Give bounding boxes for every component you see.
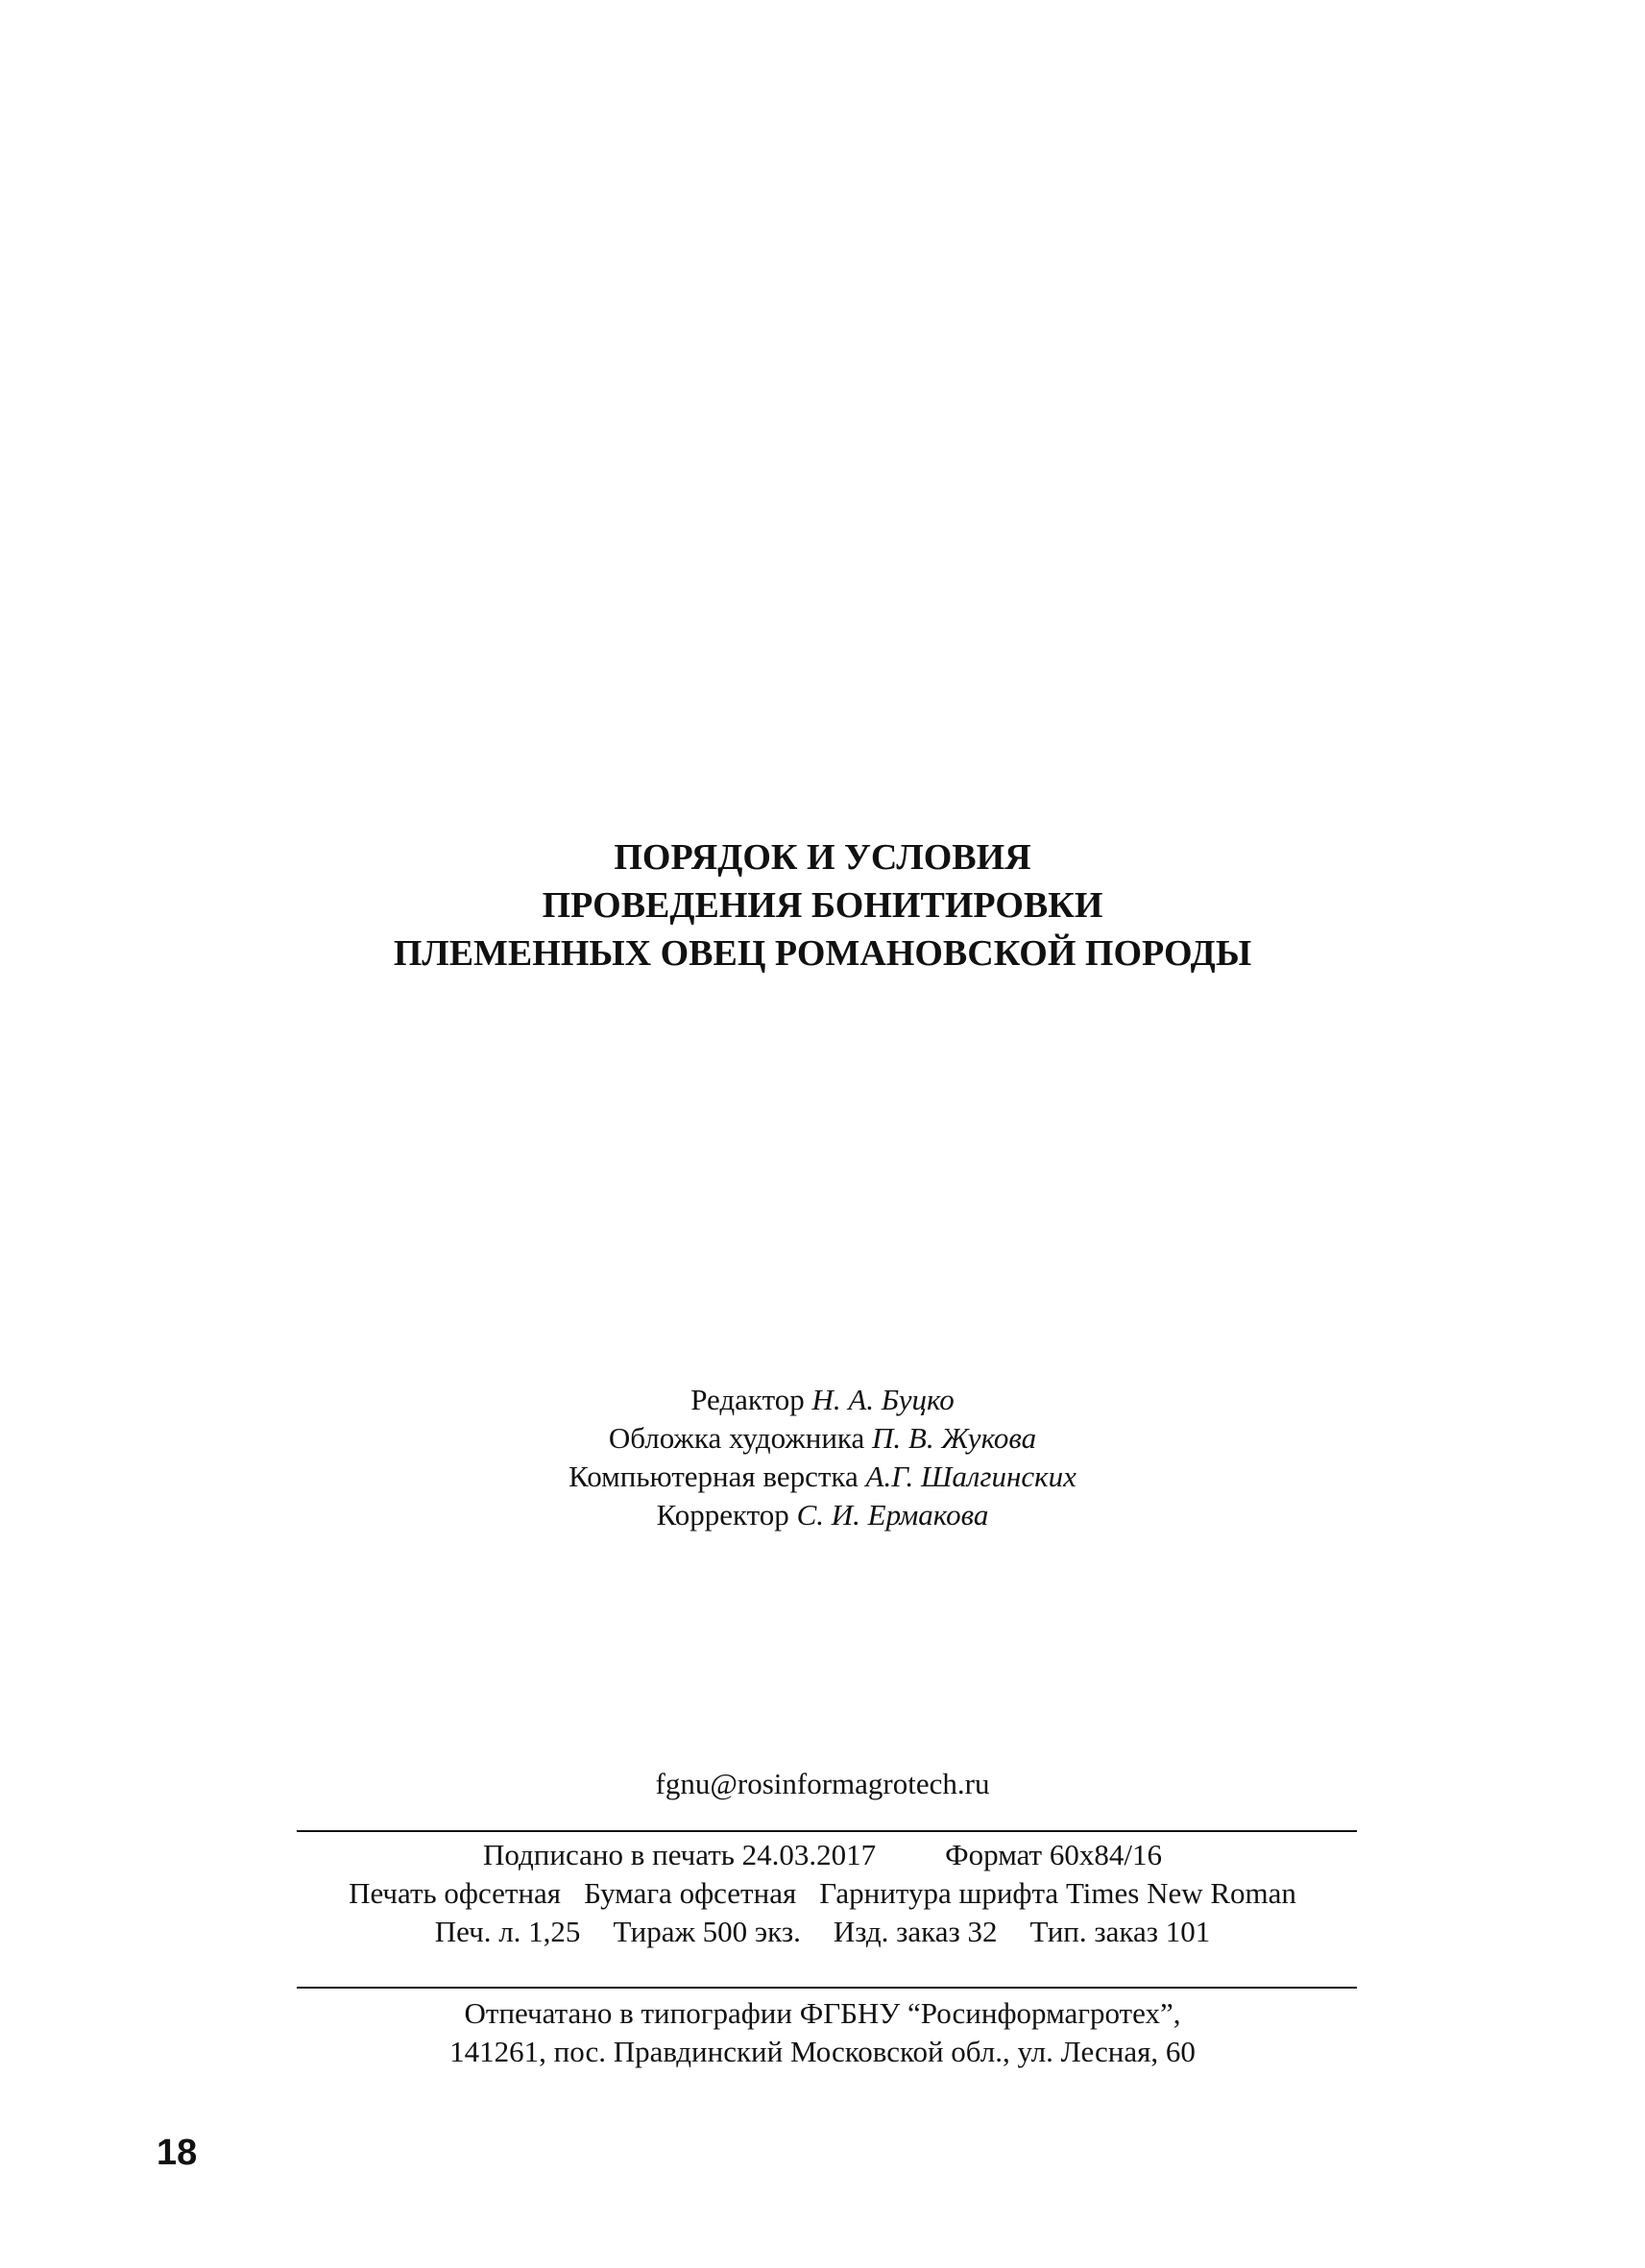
- publisher-order: Изд. заказ 32: [833, 1915, 998, 1948]
- imprint-block: [288, 1836, 1357, 1951]
- printed-sheets: Печ. л. 1,25: [434, 1915, 581, 1948]
- title-line-2: ПРОВЕДЕНИЯ БОНИТИРОВКИ: [542, 885, 1103, 926]
- document-title: [288, 833, 1357, 977]
- imprint-row-1: [288, 1836, 1357, 1874]
- typeface: Гарнитура шрифта Times New Roman: [819, 1876, 1296, 1910]
- signed-date: Подписано в печать 24.03.2017: [483, 1838, 877, 1871]
- imprint-row-2: [288, 1874, 1357, 1913]
- title-line-1: ПОРЯДОК И УСЛОВИЯ: [614, 837, 1031, 878]
- credit-role: Корректор: [656, 1498, 789, 1532]
- credit-name: С. И. Ермакова: [796, 1498, 989, 1532]
- credit-name: П. В. Жукова: [872, 1421, 1037, 1455]
- credit-role: Обложка художника: [608, 1421, 865, 1455]
- divider-bottom: [297, 1987, 1357, 1989]
- printer-line-2: 141261, пос. Правдинский Московской обл., ул. Лесная, 60: [449, 2035, 1196, 2068]
- print-type: Печать офсетная: [349, 1876, 562, 1910]
- divider-top: [297, 1830, 1357, 1832]
- contact-email: fgnu@rosinformagrotech.ru: [655, 1767, 990, 1800]
- printer-info: [288, 1994, 1357, 2071]
- title-line-3: ПЛЕМЕННЫХ ОВЕЦ РОМАНОВСКОЙ ПОРОДЫ: [393, 933, 1252, 974]
- credit-layout: [384, 1458, 1261, 1496]
- paper-type: Бумага офсетная: [584, 1876, 797, 1910]
- printer-line-1: Отпечатано в типографии ФГБНУ “Росинформагротех”,: [464, 1996, 1181, 2030]
- print-run: Тираж 500 экз.: [613, 1915, 801, 1948]
- credit-cover-artist: [384, 1419, 1261, 1458]
- imprint-row-3: [288, 1913, 1357, 1951]
- credits-block: [384, 1381, 1261, 1534]
- credit-role: Редактор: [690, 1383, 805, 1416]
- credit-role: Компьютерная верстка: [568, 1460, 859, 1493]
- credit-editor: [384, 1381, 1261, 1419]
- credit-name: А.Г. Шалгинских: [865, 1460, 1077, 1493]
- credit-name: Н. А. Буцко: [811, 1383, 955, 1416]
- format: Формат 60х84/16: [945, 1838, 1162, 1871]
- page-number: 18: [157, 2133, 198, 2173]
- typography-order: Тип. заказ 101: [1029, 1915, 1211, 1948]
- credit-proofreader: [384, 1496, 1261, 1534]
